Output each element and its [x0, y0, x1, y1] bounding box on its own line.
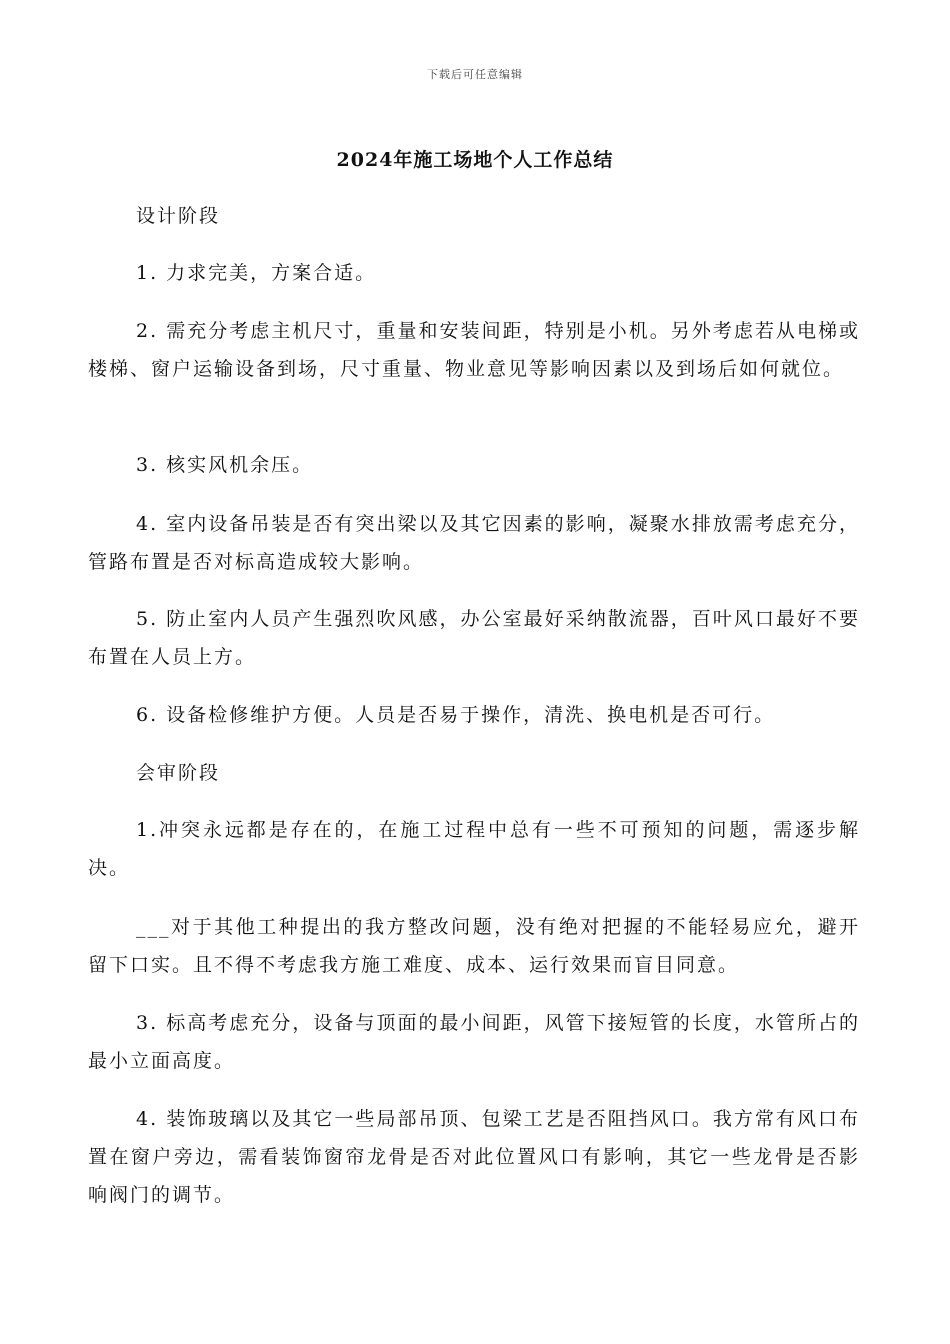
paragraph-design-1: 1. 力求完美，方案合适。	[136, 262, 377, 284]
paragraph-design-4: 4. 室内设备吊装是否有突出梁以及其它因素的影响，凝聚水排放需考虑充分，管路布置是否对标高造成较大影响。	[88, 513, 860, 573]
paragraph-review-3: 3. 标高考虑充分，设备与顶面的最小间距，风管下接短管的长度，水管所占的最小立面高度。	[88, 1012, 860, 1072]
paragraph-review-1: 1.冲突永远都是存在的，在施工过程中总有一些不可预知的问题，需逐步解决。	[88, 819, 860, 879]
paragraph-design-2: 2. 需充分考虑主机尺寸，重量和安装间距，特别是小机。另外考虑若从电梯或楼梯、窗户运输设备到场，尺寸重量、物业意见等影响因素以及到场后如何就位。	[88, 320, 860, 380]
section-heading-review: 会审阶段	[136, 762, 221, 784]
paragraph-design-3: 3. 核实风机余压。	[136, 454, 314, 476]
page-header: 下载后可任意编辑	[427, 68, 523, 81]
section-heading-design: 设计阶段	[136, 205, 221, 227]
paragraph-review-2: ___对于其他工种提出的我方整改问题，没有绝对把握的不能轻易应允，避开留下口实。且不得不考虑我方施工难度、成本、运行效果而盲目同意。	[88, 916, 860, 976]
document-title: 2024年施工场地个人工作总结	[336, 149, 614, 171]
paragraph-review-4: 4. 装饰玻璃以及其它一些局部吊顶、包梁工艺是否阻挡风口。我方常有风口布置在窗户旁边，需看装饰窗帘龙骨是否对此位置风口有影响，其它一些龙骨是否影响阀门的调节。	[88, 1108, 860, 1206]
paragraph-design-5: 5. 防止室内人员产生强烈吹风感，办公室最好采纳散流器，百叶风口最好不要布置在人员上方。	[88, 608, 860, 668]
paragraph-design-6: 6. 设备检修维护方便。人员是否易于操作，清洗、换电机是否可行。	[136, 704, 776, 726]
